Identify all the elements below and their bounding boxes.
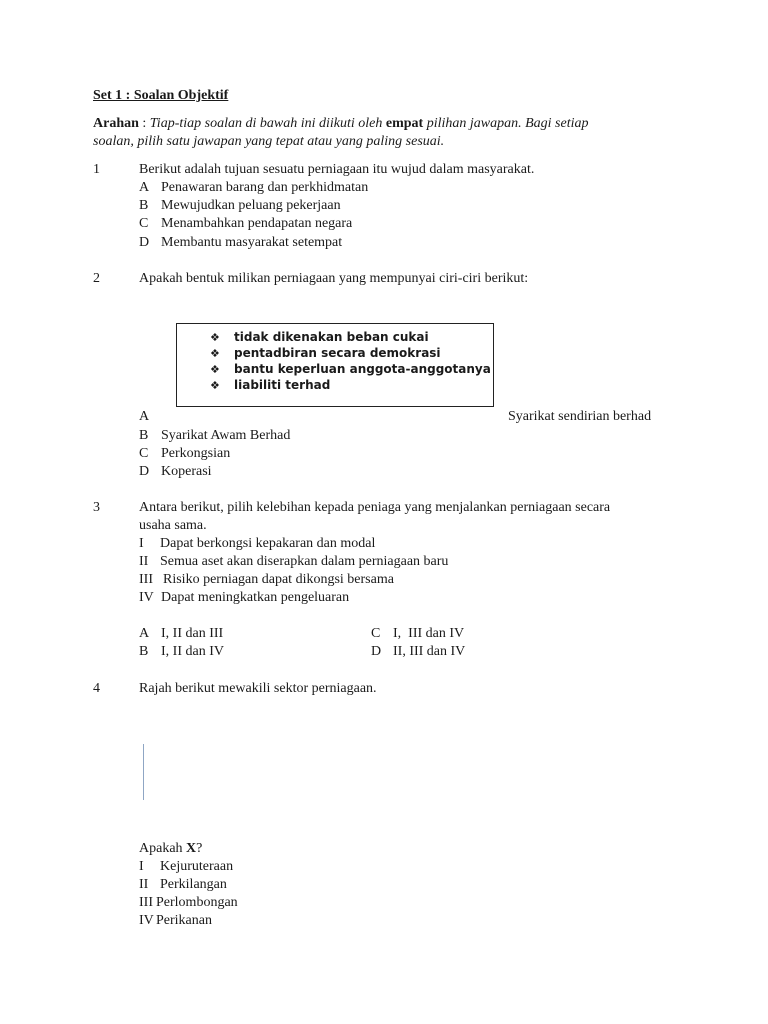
directions-line-2: soalan, pilih satu jawapan yang tepat atau yang paling sesuai. <box>93 134 445 149</box>
question-3-option-c <box>371 625 464 643</box>
prompt-suffix: ? <box>196 841 203 856</box>
option-text: Penawaran barang dan perkhidmatan <box>161 180 369 195</box>
roman-numeral: IV <box>139 590 154 605</box>
option-text: Syarikat Awam Berhad <box>161 428 291 443</box>
question-1-option-c <box>139 215 352 233</box>
option-text: Membantu masyarakat setempat <box>161 235 343 250</box>
diamond-bullet-icon: ❖ <box>210 347 220 360</box>
diamond-bullet-icon: ❖ <box>210 331 220 344</box>
option-letter: C <box>139 446 149 461</box>
question-2-option-b <box>139 427 290 445</box>
roman-numeral: IV <box>139 913 154 928</box>
directions-bold-word: empat <box>385 116 424 131</box>
statement-text: Perikanan <box>156 913 212 928</box>
question-3-option-d <box>371 643 465 661</box>
question-3-statement-1 <box>139 535 375 553</box>
question-3-option-b <box>139 643 224 661</box>
question-4-text: Rajah berikut mewakili sektor perniagaan. <box>139 681 377 696</box>
option-letter: C <box>371 626 381 641</box>
question-1-number: 1 <box>93 162 100 177</box>
option-letter: D <box>371 644 382 659</box>
characteristics-box <box>176 323 494 407</box>
option-letter: A <box>139 626 150 641</box>
characteristic-text: liabiliti terhad <box>234 378 331 392</box>
directions-text-part-1: Tiap-tiap soalan di bawah ini diikuti oleh <box>149 116 386 131</box>
question-1-option-b <box>139 197 341 215</box>
option-letter: B <box>139 198 149 213</box>
question-2-option-a-letter: A <box>139 409 150 424</box>
directions-separator: : <box>138 116 150 131</box>
question-4-prompt <box>139 840 202 858</box>
prompt-prefix: Apakah <box>139 841 187 856</box>
question-4-statement-1 <box>139 858 233 876</box>
diamond-bullet-icon: ❖ <box>210 379 220 392</box>
diagram-placeholder-line <box>143 744 144 800</box>
question-2-option-c <box>139 445 230 463</box>
question-2-option-d <box>139 463 212 481</box>
roman-numeral: I <box>139 859 144 874</box>
question-3-text-line-1: Antara berikut, pilih kelebihan kepada peniaga yang menjalankan perniagaan secara <box>139 500 611 515</box>
characteristic-item <box>210 361 491 378</box>
question-4-number: 4 <box>93 681 100 696</box>
option-letter: B <box>139 428 149 443</box>
statement-text: Dapat meningkatkan pengeluaran <box>161 590 350 605</box>
option-text: Perkongsian <box>161 446 231 461</box>
option-text: I, III dan IV <box>393 626 465 641</box>
option-letter: A <box>139 180 150 195</box>
characteristic-item <box>210 345 441 362</box>
question-3-statement-4 <box>139 589 349 607</box>
question-3-option-a <box>139 625 223 643</box>
question-4-statement-3 <box>139 894 238 912</box>
question-2-text: Apakah bentuk milikan perniagaan yang mempunyai ciri-ciri berikut: <box>139 271 529 286</box>
question-4-statement-2 <box>139 876 227 894</box>
option-text: Mewujudkan peluang pekerjaan <box>161 198 341 213</box>
roman-numeral: II <box>139 877 149 892</box>
statement-text: Risiko perniagan dapat dikongsi bersama <box>163 572 394 587</box>
directions-label: Arahan <box>93 116 139 131</box>
question-3-statement-2 <box>139 553 448 571</box>
characteristic-text: pentadbiran secara demokrasi <box>234 346 441 360</box>
question-3-text-line-2: usaha sama. <box>139 518 207 533</box>
option-text: I, II dan IV <box>161 644 224 659</box>
option-text: I, II dan III <box>161 626 224 641</box>
statement-text: Dapat berkongsi kepakaran dan modal <box>160 536 376 551</box>
option-letter: D <box>139 235 150 250</box>
prompt-variable: X <box>186 841 197 856</box>
question-2-option-a-text: Syarikat sendirian berhad <box>508 409 652 424</box>
characteristic-text: tidak dikenakan beban cukai <box>234 330 429 344</box>
roman-numeral: I <box>139 536 144 551</box>
option-text: II, III dan IV <box>393 644 466 659</box>
characteristic-item <box>210 329 429 346</box>
characteristic-text: bantu keperluan anggota-anggotanya <box>234 362 491 376</box>
diamond-bullet-icon: ❖ <box>210 363 220 376</box>
characteristic-item <box>210 377 330 394</box>
option-letter: D <box>139 464 150 479</box>
question-1-text: Berikut adalah tujuan sesuatu perniagaan itu wujud dalam masyarakat. <box>139 162 535 177</box>
question-4-statement-4 <box>139 912 212 930</box>
roman-numeral: II <box>139 554 149 569</box>
page-title: Set 1 : Soalan Objektif <box>93 88 229 103</box>
roman-numeral: III <box>139 895 153 910</box>
option-letter: C <box>139 216 149 231</box>
option-text: Menambahkan pendapatan negara <box>161 216 353 231</box>
option-text: Koperasi <box>161 464 212 479</box>
statement-text: Perkilangan <box>160 877 227 892</box>
roman-numeral: III <box>139 572 153 587</box>
question-1-option-d <box>139 234 342 252</box>
question-3-number: 3 <box>93 500 100 515</box>
question-3-statement-3 <box>139 571 394 589</box>
directions-text-part-2: pilihan jawapan. Bagi setiap <box>423 116 589 131</box>
directions-line-1 <box>93 115 588 133</box>
statement-text: Kejuruteraan <box>160 859 234 874</box>
question-2-number: 2 <box>93 271 100 286</box>
option-letter: B <box>139 644 149 659</box>
statement-text: Perlombongan <box>156 895 238 910</box>
statement-text: Semua aset akan diserapkan dalam perniagaan baru <box>160 554 449 569</box>
question-1-option-a <box>139 179 368 197</box>
